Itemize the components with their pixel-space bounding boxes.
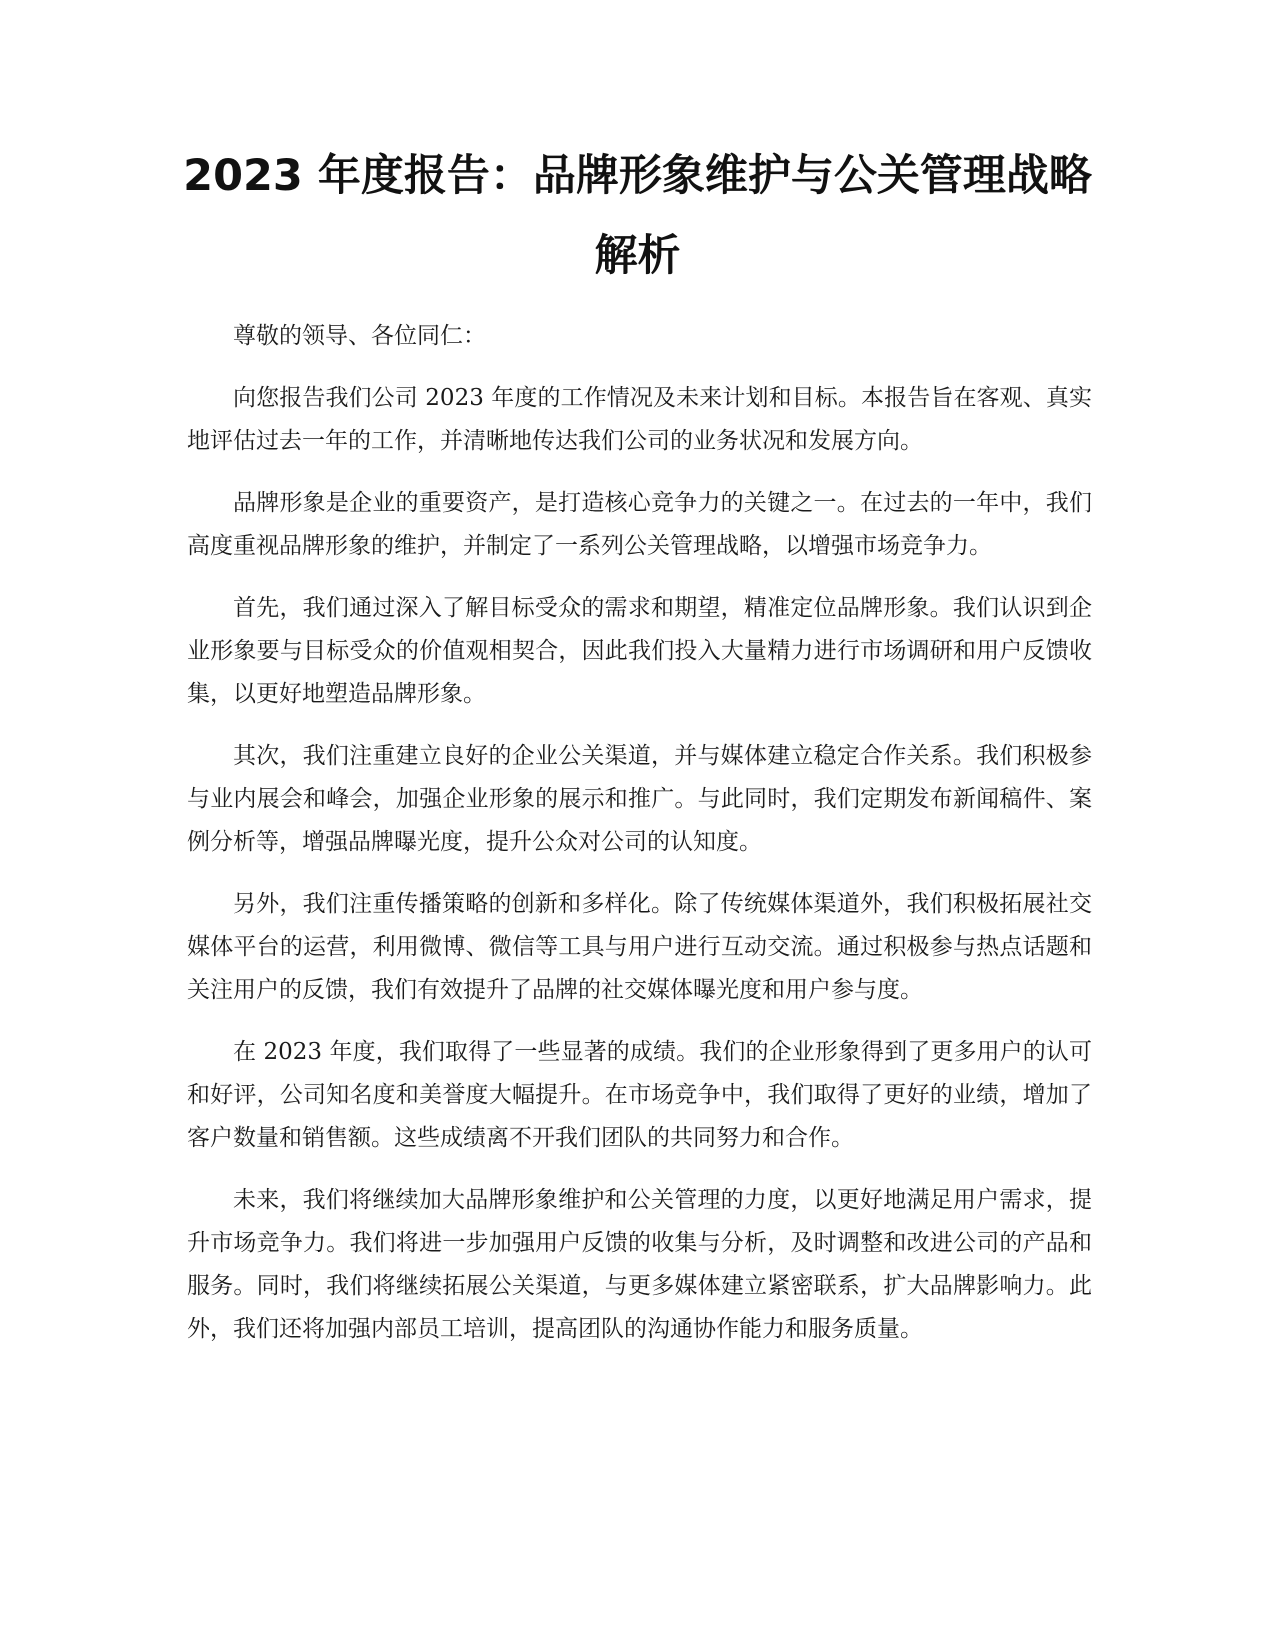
document-title: 2023 年度报告：品牌形象维护与公关管理战略解析 bbox=[183, 151, 1092, 281]
paragraph-first: 首先，我们通过深入了解目标受众的需求和期望，精准定位品牌形象。我们认识到企业形象要与目标受众的价值观相契合，因此我们投入大量精力进行市场调研和用户反馈收集，以更好地塑造品牌形象。 bbox=[187, 595, 1092, 707]
document-body bbox=[187, 315, 1092, 1370]
paragraph-brand-importance: 品牌形象是企业的重要资产，是打造核心竞争力的关键之一。在过去的一年中，我们高度重视品牌形象的维护，并制定了一系列公关管理战略，以增强市场竞争力。 bbox=[187, 490, 1092, 559]
paragraph-salutation: 尊敬的领导、各位同仁： bbox=[233, 323, 486, 349]
paragraph-intro: 向您报告我们公司 2023 年度的工作情况及未来计划和目标。本报告旨在客观、真实地评估过去一年的工作，并清晰地传达我们公司的业务状况和发展方向。 bbox=[187, 385, 1092, 454]
paragraph-additionally: 另外，我们注重传播策略的创新和多样化。除了传统媒体渠道外，我们积极拓展社交媒体平台的运营，利用微博、微信等工具与用户进行互动交流。通过积极参与热点话题和关注用户的反馈，我们有效提升了品牌的社交媒体曝光度和用户参与度。 bbox=[187, 891, 1092, 1003]
paragraph-achievements: 在 2023 年度，我们取得了一些显著的成绩。我们的企业形象得到了更多用户的认可和好评，公司知名度和美誉度大幅提升。在市场竞争中，我们取得了更好的业绩，增加了客户数量和销售额。这些成绩离不开我们团队的共同努力和合作。 bbox=[187, 1039, 1092, 1151]
paragraph-second: 其次，我们注重建立良好的企业公关渠道，并与媒体建立稳定合作关系。我们积极参与业内展会和峰会，加强企业形象的展示和推广。与此同时，我们定期发布新闻稿件、案例分析等，增强品牌曝光度，提升公众对公司的认知度。 bbox=[187, 743, 1092, 855]
paragraph-future: 未来，我们将继续加大品牌形象维护和公关管理的力度，以更好地满足用户需求，提升市场竞争力。我们将进一步加强用户反馈的收集与分析，及时调整和改进公司的产品和服务。同时，我们将继续拓展公关渠道，与更多媒体建立紧密联系，扩大品牌影响力。此外，我们还将加强内部员工培训，提高团队的沟通协作能力和服务质量。 bbox=[187, 1187, 1092, 1342]
